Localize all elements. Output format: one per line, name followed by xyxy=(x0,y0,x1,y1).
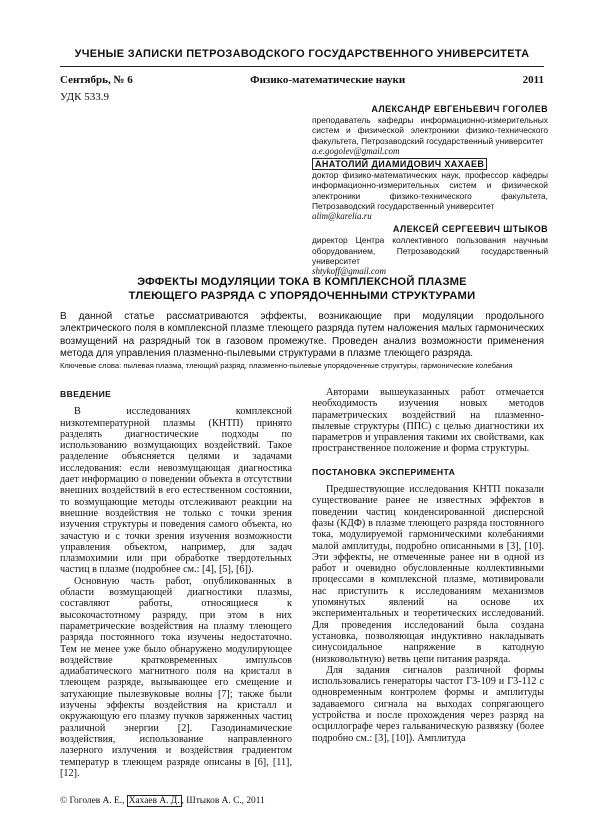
right-column xyxy=(312,387,544,744)
article-title-line: ТЛЕЮЩЕГО РАЗРЯДА С УПОРЯДОЧЕННЫМИ СТРУКТУРАМИ xyxy=(128,290,476,302)
author-name xyxy=(312,159,548,169)
year-label: 2011 xyxy=(522,74,544,86)
article-title xyxy=(60,275,544,303)
paragraph: Основную часть работ, опубликованных в области возмущающей диагностики плазмы, составляют работы, относящиеся к высокочастотному разряду, при этом в них параметрические воздействия на плазму тлеющего разряда постоянного тока изучены недостаточно. Тем не менее уже было обнаружено модулирующее воздействие кратковременных импульсов адиабатического магнитного поля на кристалл в тлеющем разряде, вызывающее его смещение и затухающие пылезвуковые волны [7]; также были изучены эффекты воздействия на кристалл и окружающую его плазму пучков заряженных частиц различной энергии [2]. Газодинамические воздействия, использование направленного лазерного излучения и воздействия градиентом температур в тлеющем разряде описаны в [6], [11], [12]. xyxy=(60,575,292,779)
paragraph: Предшествующие исследования КНТП показали существование ранее не известных эффектов в поведении частиц конденсированной дисперсной фазы (КДФ) в плазме тлеющего разряда постоянного тока, модулируемой гармоническими колебаниями малой амплитуды, подробно описанными в [3], [10]. Эти эффекты, не отмеченные ранее ни в одной из работ и очевидно обусловленные коллективными процессами в комплексной плазме, мотивировали нас приступить к исследованиям механизмов упомянутых явлений на основе их экспериментальных и теоретических исследований. Для проведения исследований была создана установка, позволяющая индуктивно накладывать синусоидальное напряжение в катодную (низковольтную) ветвь цепи питания разряда. xyxy=(312,484,544,665)
journal-header: УЧЕНЫЕ ЗАПИСКИ ПЕТРОЗАВОДСКОГО ГОСУДАРСТВЕННОГО УНИВЕРСИТЕТА xyxy=(60,48,544,67)
article-title-line: ЭФФЕКТЫ МОДУЛЯЦИИ ТОКА В КОМПЛЕКСНОЙ ПЛАЗМЕ xyxy=(137,276,467,288)
copyright-suffix: , Штыков А. С., 2011 xyxy=(181,796,265,806)
author-email: a.e.gogolev@gmail.com xyxy=(312,145,400,156)
author-name: АЛЕКСАНДР ЕВГЕНЬЕВИЧ ГОГОЛЕВ xyxy=(371,104,548,114)
author-name-boxed: АНАТОЛИЙ ДИАМИДОВИЧ ХАХАЕВ xyxy=(312,158,487,170)
author-email: alim@karelia.ru xyxy=(312,211,372,222)
copyright-line xyxy=(60,796,300,806)
authors-block xyxy=(312,104,548,279)
keywords: Ключевые слова: пылевая плазма, тлеющий разряд, плазменно-пылевые упорядоченные структуры, гармонические колебания xyxy=(60,361,513,370)
section-label: Физико-математические науки xyxy=(250,74,406,86)
section-heading-experiment: ПОСТАНОВКА ЭКСПЕРИМЕНТА xyxy=(312,466,456,477)
abstract: В данной статье рассматриваются эффекты, возникающие при модуляции продольного электрического поля в комплексной плазме тлеющего разряда путем наложения малых гармонических возмущений на разрядный ток в газовом промежутке. Проведен анализ возможности применения метода для управления плазменно-пылевыми структурами в плазме тлеющего разряда. xyxy=(60,311,544,360)
author-email: shtykoff@gmail.com xyxy=(312,266,387,277)
section-heading-introduction: ВВЕДЕНИЕ xyxy=(60,389,112,399)
paragraph: В исследованиях комплексной низкотемпературной плазмы (КНТП) принято разделять диагностические подходы по использованию возмущающих воздействий. Такое разделение объясняется целями и задачами исследования: если невозмущающая диагностика дает информацию о поведении объекта в отсутствии внешних воздействий в его естественном состоянии, то возмущающие методы отслеживают реакции на внешние воздействия не только с точки зрения изучения структуры и поведения самого объекта, но зачастую и с точки зрения изучения возможности управления объектом, например, для задач плазмохимии или при обработке твердотельных частиц в плазме (подробнее см.: [4], [5], [6]). xyxy=(60,406,292,576)
copyright-prefix: © Гоголев А. Е., xyxy=(60,796,125,806)
paragraph: Авторами вышеуказанных работ отмечается необходимость изучения новых методов параметрических воздействий на плазменно-пылевые структуры (ППС) с целью диагностики их параметров и управления такими их свойствами, как пространственное положение и форма структуры. xyxy=(312,387,544,455)
issue-meta-row xyxy=(60,74,544,86)
paragraph: Для задания сигналов различной формы использовались генераторы частот Г3-109 и Г3-112 с одновременным контролем формы и амплитуды задаваемого сигнала на выходах сопрягающего устройства и после прохождения через разряд на осциллографе через гальваническую развязку (более подробно см.: [3], [10]). Амплитуда xyxy=(312,664,544,744)
udc-code: УДК 533.9 xyxy=(60,91,110,103)
author-affiliation: доктор физико-математических наук, профессор кафедры информационно-измерительных систем и физической электроники физико-технического факультета, Петрозаводский государственный университет xyxy=(312,170,548,211)
author-affiliation: преподаватель кафедры информационно-измерительных систем и физической электроники физико-технического факультета, Петрозаводский государственный университет xyxy=(312,115,548,146)
author-name: АЛЕКСЕЙ СЕРГЕЕВИЧ ШТЫКОВ xyxy=(392,224,548,235)
left-column xyxy=(60,387,292,779)
issue-label: Сентябрь, № 6 xyxy=(60,74,133,86)
copyright-boxed-author: Хахаев А. Д. xyxy=(128,796,180,806)
author-affiliation: директор Центра коллективного пользования научным оборудованием, Петрозаводский государственный университет xyxy=(312,235,548,266)
